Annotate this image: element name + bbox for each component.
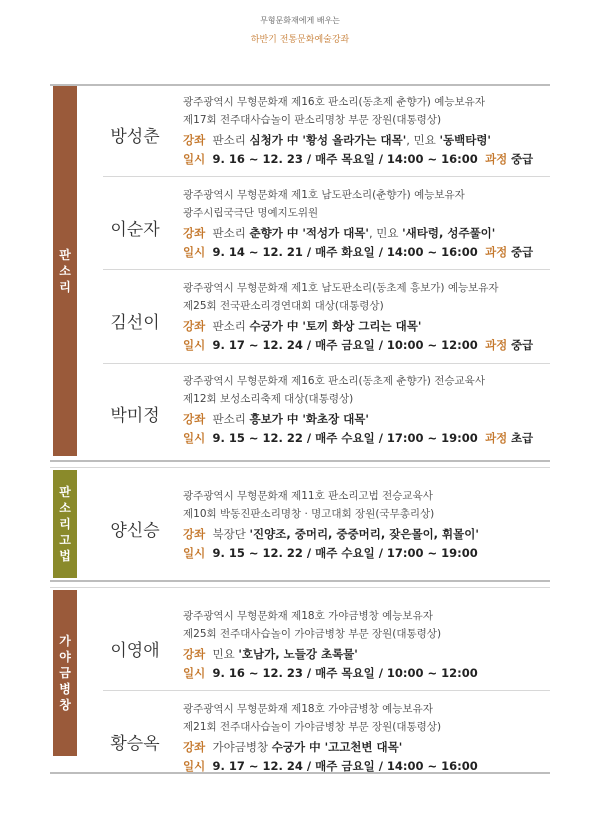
level-label: 과정 <box>485 245 508 259</box>
section-title: 가야금병창 <box>59 634 71 712</box>
section-divider <box>50 467 550 468</box>
row-divider <box>103 176 550 177</box>
section-divider <box>50 460 550 462</box>
lecture-prefix: 판소리 <box>212 226 250 240</box>
section-label-gobeop <box>53 470 77 578</box>
lecture-title-2: '동백타령' <box>439 133 491 147</box>
lecture-prefix: 민요 <box>212 647 239 661</box>
teacher-credential-2: 제25회 전국판소리경연대회 대상(대통령상) <box>183 300 384 312</box>
lecture-label: 강좌 <box>183 226 206 240</box>
section-label-pansori <box>53 86 77 456</box>
level-value: 중급 <box>510 152 534 166</box>
section-label-gayageum <box>53 590 77 756</box>
lecture-line <box>183 225 495 241</box>
schedule-value: 9. 17 ~ 12. 24 / 매주 금요일 / 10:00 ~ 12:00 <box>212 338 478 352</box>
lecture-title: 수궁가 中 '토끼 화상 그리는 대목' <box>249 319 422 333</box>
page-header <box>0 15 600 45</box>
schedule-value: 9. 15 ~ 12. 22 / 매주 수요일 / 17:00 ~ 19:00 <box>212 431 478 445</box>
lecture-label: 강좌 <box>183 133 206 147</box>
teacher-credential-1: 광주광역시 무형문화재 제16호 판소리(동초제 춘향가) 전승교육사 <box>183 375 485 387</box>
teacher-credential-2: 제12회 보성소리축제 대상(대통령상) <box>183 393 354 405</box>
level-value: 중급 <box>510 245 534 259</box>
teacher-credential-1: 광주광역시 무형문화재 제1호 남도판소리(춘향가) 예능보유자 <box>183 189 465 201</box>
schedule-value: 9. 16 ~ 12. 23 / 매주 목요일 / 10:00 ~ 12:00 <box>212 666 478 680</box>
lecture-line <box>183 646 358 662</box>
section-divider <box>50 587 550 588</box>
lecture-title: 수궁가 中 '고고천변 대목' <box>271 740 403 754</box>
schedule-line <box>183 758 478 774</box>
schedule-label: 일시 <box>183 431 206 445</box>
lecture-label: 강좌 <box>183 412 206 426</box>
lecture-prefix: 북장단 <box>212 527 250 541</box>
lecture-line <box>183 526 479 542</box>
level-value: 초급 <box>510 431 534 445</box>
schedule-value: 9. 17 ~ 12. 24 / 매주 금요일 / 14:00 ~ 16:00 <box>212 759 478 773</box>
teacher-credential-1: 광주광역시 무형문화재 제11호 판소리고법 전승교육사 <box>183 490 433 502</box>
level-value: 중급 <box>510 338 534 352</box>
schedule-label: 일시 <box>183 666 206 680</box>
row-divider <box>103 690 550 691</box>
lecture-label: 강좌 <box>183 647 206 661</box>
teacher-credential-1: 광주광역시 무형문화재 제16호 판소리(동초제 춘향가) 예능보유자 <box>183 96 485 108</box>
row-divider <box>103 269 550 270</box>
level-label: 과정 <box>485 338 508 352</box>
lecture-title: '진양조, 중머리, 중중머리, 잦은몰이, 휘몰이' <box>249 527 479 541</box>
lecture-line <box>183 132 491 148</box>
teacher-name: 이영애 <box>110 641 160 661</box>
schedule-line <box>183 665 478 681</box>
lecture-label: 강좌 <box>183 319 206 333</box>
header-title: 하반기 전통문화예술강좌 <box>250 35 350 45</box>
lecture-title: 흥보가 中 '화초장 대목' <box>249 412 369 426</box>
section-title: 판소리 <box>59 248 71 294</box>
schedule-label: 일시 <box>183 759 206 773</box>
header-subtitle: 무형문화재에게 배우는 <box>260 16 340 25</box>
teacher-credential-2: 제25회 전주대사습놀이 가야금병창 부문 장원(대통령상) <box>183 628 442 640</box>
schedule-line <box>183 151 533 167</box>
schedule-line <box>183 244 533 260</box>
level-label: 과정 <box>485 431 508 445</box>
teacher-name: 양신승 <box>110 521 160 541</box>
lecture-line <box>183 318 421 334</box>
lecture-prefix: 가야금병창 <box>212 740 272 754</box>
schedule-value: 9. 14 ~ 12. 21 / 매주 화요일 / 14:00 ~ 16:00 <box>212 245 478 259</box>
teacher-credential-1: 광주광역시 무형문화재 제18호 가야금병창 예능보유자 <box>183 610 433 622</box>
lecture-prefix: 판소리 <box>212 319 250 333</box>
lecture-title: 춘향가 中 '적성가 대목' <box>249 226 369 240</box>
teacher-name: 방성춘 <box>110 127 160 147</box>
schedule-line <box>183 430 533 446</box>
schedule-value: 9. 16 ~ 12. 23 / 매주 목요일 / 14:00 ~ 16:00 <box>212 152 478 166</box>
section-title: 판소리고법 <box>59 485 71 563</box>
teacher-credential-1: 광주광역시 무형문화재 제1호 남도판소리(동초제 흥보가) 예능보유자 <box>183 282 499 294</box>
section-divider <box>50 84 550 86</box>
teacher-name: 황승옥 <box>110 734 160 754</box>
teacher-name: 이순자 <box>110 220 160 240</box>
teacher-name: 김선이 <box>110 313 160 333</box>
lecture-mid: , 민요 <box>406 133 440 147</box>
lecture-label: 강좌 <box>183 527 206 541</box>
section-divider <box>50 580 550 582</box>
teacher-name: 박미정 <box>110 406 160 426</box>
lecture-label: 강좌 <box>183 740 206 754</box>
schedule-label: 일시 <box>183 245 206 259</box>
schedule-label: 일시 <box>183 546 206 560</box>
schedule-label: 일시 <box>183 338 206 352</box>
lecture-title-2: '새타령, 성주풀이' <box>402 226 496 240</box>
teacher-credential-2: 광주시립국극단 명예지도위원 <box>183 207 319 219</box>
schedule-value: 9. 15 ~ 12. 22 / 매주 수요일 / 17:00 ~ 19:00 <box>212 546 478 560</box>
teacher-credential-2: 제21회 전주대사습놀이 가야금병창 부문 장원(대통령상) <box>183 721 442 733</box>
teacher-credential-1: 광주광역시 무형문화재 제18호 가야금병창 예능보유자 <box>183 703 433 715</box>
schedule-line <box>183 545 478 561</box>
schedule-label: 일시 <box>183 152 206 166</box>
lecture-prefix: 판소리 <box>212 412 250 426</box>
teacher-credential-2: 제10회 박동진판소리명창 · 명고대회 장원(국무총리상) <box>183 508 435 520</box>
lecture-title: '호남가, 노들강 초록물' <box>238 647 358 661</box>
schedule-line <box>183 337 533 353</box>
lecture-line <box>183 411 369 427</box>
row-divider <box>103 363 550 364</box>
level-label: 과정 <box>485 152 508 166</box>
lecture-title: 심청가 中 '황성 올라가는 대목' <box>249 133 407 147</box>
lecture-mid: , 민요 <box>368 226 403 240</box>
lecture-line <box>183 739 402 755</box>
lecture-prefix: 판소리 <box>212 133 250 147</box>
teacher-credential-2: 제17회 전주대사습놀이 판소리명창 부문 장원(대통령상) <box>183 114 442 126</box>
